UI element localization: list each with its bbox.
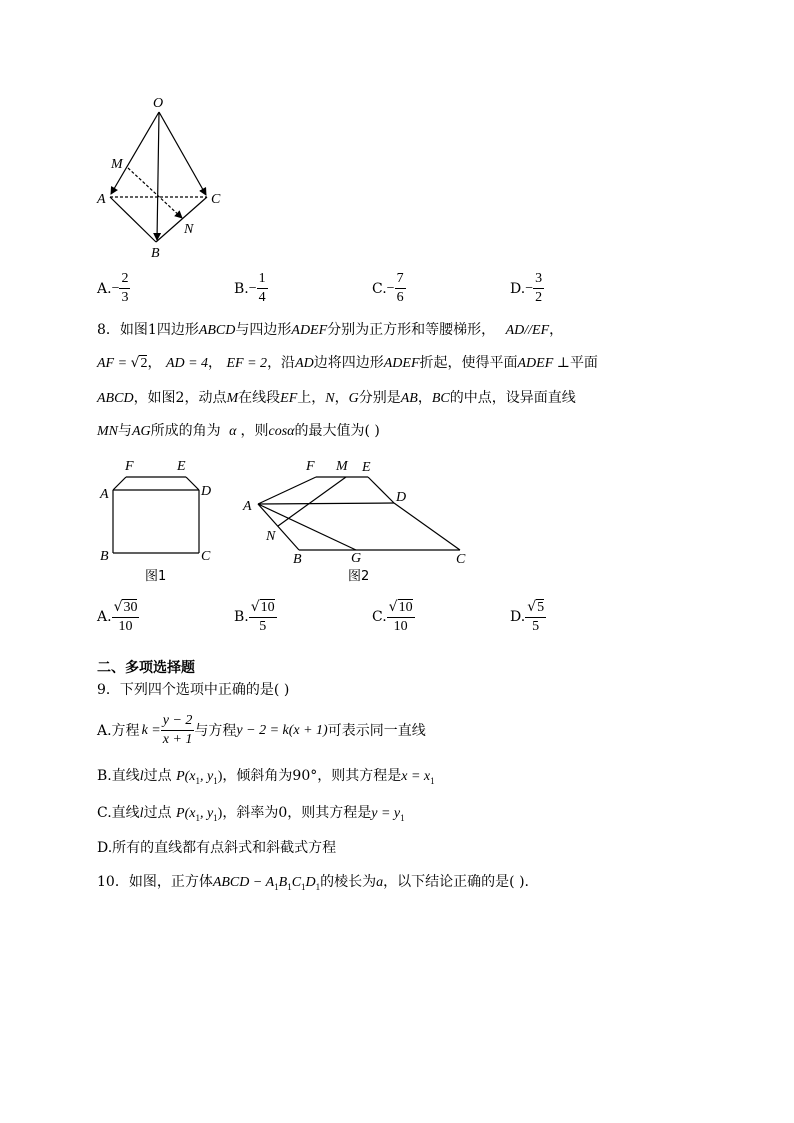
- label-M: M: [111, 157, 123, 172]
- fraction: $\frac{7}{6}$: [396, 271, 404, 305]
- minus-sign: −: [248, 280, 257, 296]
- fraction: $\frac{√10}{10}$: [388, 599, 413, 634]
- edge-AD: [258, 503, 394, 504]
- edge-AB: [258, 504, 299, 550]
- edge-OB: [157, 112, 159, 240]
- label-D: D: [201, 484, 212, 499]
- edge-AF: [258, 477, 316, 504]
- option-label: D.: [510, 609, 526, 625]
- q9-option-a[interactable]: A.方程 k = $\frac{y - 2}{x + 1}$ 与方程 y − 2 = k(x + 1) 可表示同一直线: [97, 713, 426, 747]
- q9-option-c[interactable]: C.直线l过点 $P(x_1$, $y_1$)，斜率为0，则其方程是$y = y_1$: [97, 805, 405, 823]
- q7-figure: [90, 90, 240, 265]
- label-D: D: [396, 490, 407, 505]
- minus-sign: −: [111, 280, 120, 296]
- label-G: G: [351, 551, 362, 566]
- q9-option-d[interactable]: D.所有的直线都有点斜式和斜截式方程: [97, 840, 337, 856]
- q8-option-b[interactable]: [234, 598, 277, 636]
- q8-figure-1: [92, 452, 222, 584]
- edge-AB: [110, 197, 156, 242]
- label-A: A: [243, 499, 252, 514]
- q7-option-a[interactable]: [97, 270, 130, 307]
- option-label: C.: [372, 280, 387, 297]
- label-E: E: [362, 460, 371, 475]
- label-E: E: [177, 459, 186, 474]
- edge-OA: [111, 112, 159, 194]
- section-heading: 二、多项选择题: [97, 660, 195, 676]
- label-B: B: [100, 549, 109, 564]
- fraction: $\frac{√5}{5}$: [527, 599, 545, 634]
- label-B: B: [151, 246, 160, 261]
- label-F: F: [306, 459, 315, 474]
- q9-stem: 9．下列四个选项中正确的是( ): [97, 682, 290, 698]
- figure-caption: 图1: [145, 569, 167, 584]
- segment-MN: [278, 477, 346, 526]
- fraction: $\frac{y - 2}{x + 1}$: [162, 713, 193, 747]
- option-label: B.: [234, 280, 249, 297]
- label-N: N: [184, 222, 194, 237]
- label-F: F: [125, 459, 134, 474]
- q8-line-2: AF = √2， AD = 4， EF = 2，沿AD边将四边形ADEF折起，使得平面ADEF ⊥平面: [97, 355, 598, 371]
- edge-BC: [156, 197, 207, 242]
- q7-option-b[interactable]: [234, 270, 268, 307]
- q9-option-b[interactable]: B.直线l过点 $P(x_1$, $y_1$)，倾斜角为90°，则其方程是$x = x_1$: [97, 768, 435, 786]
- fraction: $\frac{3}{2}$: [535, 271, 543, 305]
- edge-OC: [159, 112, 206, 195]
- q7-option-c[interactable]: [372, 270, 406, 307]
- option-label: C.: [372, 609, 387, 625]
- fraction: $\frac{√30}{10}$: [113, 599, 138, 634]
- q8-option-d[interactable]: [510, 598, 546, 636]
- label-N: N: [266, 529, 276, 544]
- option-label: A.: [97, 609, 112, 625]
- q8-line-4: MN与AG所成的角为 α ，则cosα的最大值为( ): [97, 423, 380, 439]
- q8-line-1: 8．如图1四边形ABCD与四边形ADEF分别为正方形和等腰梯形， AD//EF，: [97, 322, 564, 338]
- q8-option-c[interactable]: [372, 598, 415, 636]
- figure-caption: 图2: [348, 569, 370, 584]
- option-label: A.: [97, 280, 112, 297]
- label-C: C: [211, 192, 221, 207]
- label-O: O: [153, 96, 164, 111]
- minus-sign: −: [386, 280, 395, 296]
- option-label: D.: [510, 280, 526, 297]
- q8-figure-2: [236, 452, 476, 584]
- q8-option-a[interactable]: [97, 598, 139, 636]
- q7-option-d[interactable]: [510, 270, 544, 307]
- label-B: B: [293, 552, 302, 567]
- fraction: $\frac{1}{4}$: [258, 271, 266, 305]
- edge-ED: [368, 477, 394, 503]
- label-A: A: [97, 192, 106, 207]
- option-label: B.: [234, 609, 249, 625]
- edge-DC: [394, 503, 460, 550]
- fraction: $\frac{2}{3}$: [121, 271, 129, 305]
- label-M: M: [336, 459, 348, 474]
- fraction: $\frac{√10}{5}$: [250, 599, 275, 634]
- q10-stem: 10．如图，正方体ABCD − $A_1B_1C_1D_1$的棱长为a，以下结论正确的是( ).: [97, 874, 529, 892]
- q8-line-3: ABCD，如图2，动点M在线段EF上，N，G分别是AB，BC的中点，设异面直线: [97, 390, 576, 406]
- label-A: A: [100, 487, 109, 502]
- label-C: C: [456, 552, 466, 567]
- label-C: C: [201, 549, 211, 564]
- segment-MN: [128, 168, 182, 218]
- edge-AF: [113, 477, 126, 490]
- minus-sign: −: [525, 280, 534, 296]
- edge-ED: [186, 477, 199, 490]
